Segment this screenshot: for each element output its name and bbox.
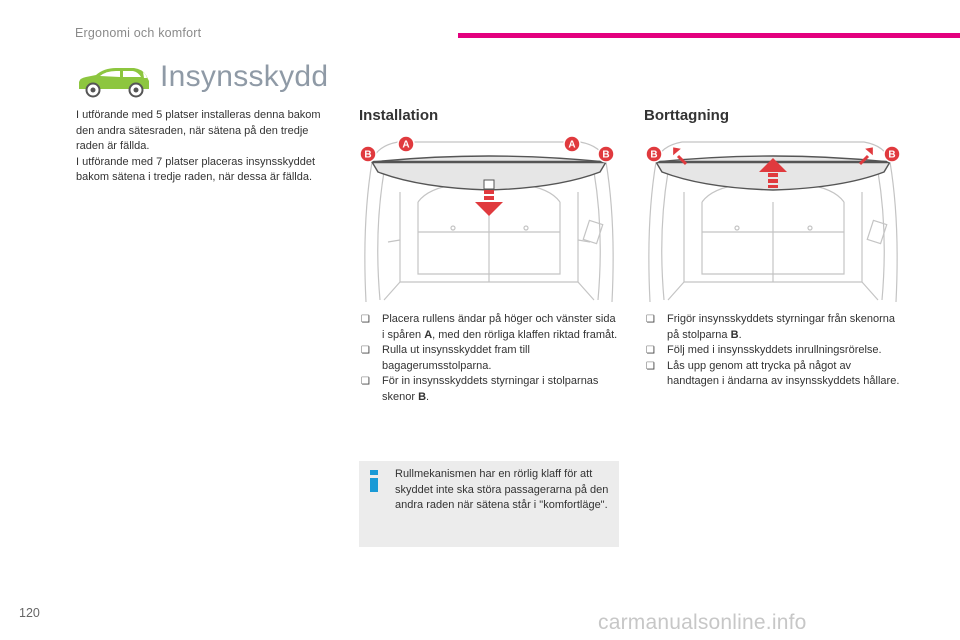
installation-steps xyxy=(359,312,621,405)
page-number: 120 xyxy=(19,606,40,620)
removal-step: ❏ Följ med i insynsskyddets inrullningsrörelse. xyxy=(644,343,906,359)
header-accent-bar xyxy=(458,33,960,38)
page-title: Insynsskydd xyxy=(160,60,329,93)
installation-step: ❏ Rulla ut insynsskyddet fram till bagagerumsstolparna. xyxy=(361,344,530,372)
intro-paragraph: I utförande med 5 platser installeras denna bakom den andra sätesraden, när sätena på den tredje raden är fällda. xyxy=(76,109,321,152)
info-icon xyxy=(367,470,381,492)
section-header: Ergonomi och komfort xyxy=(75,26,202,40)
info-text: Rullmekanismen har en rörlig klaff för att skyddet inte ska störa passagerarna på den andra raden när sätena står i "komfortläge". xyxy=(395,468,609,511)
intro-text xyxy=(76,108,338,186)
callout-a-right: A xyxy=(568,139,576,151)
removal-illustration xyxy=(642,132,904,307)
callout-b-right: B xyxy=(888,149,896,161)
intro-paragraph: I utförande med 7 platser placeras insynsskyddet bakom sätena i tredje raden, när dessa är fällda. xyxy=(76,155,316,183)
removal-heading: Borttagning xyxy=(644,107,729,124)
removal-step: ❏ Frigör insynsskyddets styrningar från skenorna på stolparna B. xyxy=(646,313,896,341)
callout-b-left: B xyxy=(650,149,658,161)
installation-heading: Installation xyxy=(359,107,439,124)
callout-a-left: A xyxy=(402,139,410,151)
checkbox-bullet-icon: ❏ xyxy=(646,345,655,356)
checkbox-bullet-icon: ❏ xyxy=(361,376,370,387)
checkbox-bullet-icon: ❏ xyxy=(646,314,655,325)
checkbox-bullet-icon: ❏ xyxy=(361,314,370,325)
callout-b-left: B xyxy=(364,149,372,161)
removal-steps xyxy=(644,312,906,390)
removal-step: ❏ Lås upp genom att trycka på något av handtagen i ändarna av insynsskyddets hållare. xyxy=(646,359,900,387)
callout-b-right: B xyxy=(602,149,610,161)
car-side-icon xyxy=(76,66,152,98)
installation-step: ❏ För in insynsskyddets styrningar i stolparnas skenor B. xyxy=(361,375,599,403)
installation-illustration xyxy=(358,132,620,307)
checkbox-bullet-icon: ❏ xyxy=(646,360,655,372)
checkbox-bullet-icon: ❏ xyxy=(361,345,370,356)
installation-step: ❏ Placera rullens ändar på höger och vänster sida i spåren A, med den rörliga klaffen riktad framåt. xyxy=(361,313,618,341)
watermark: carmanualsonline.info xyxy=(598,611,807,634)
